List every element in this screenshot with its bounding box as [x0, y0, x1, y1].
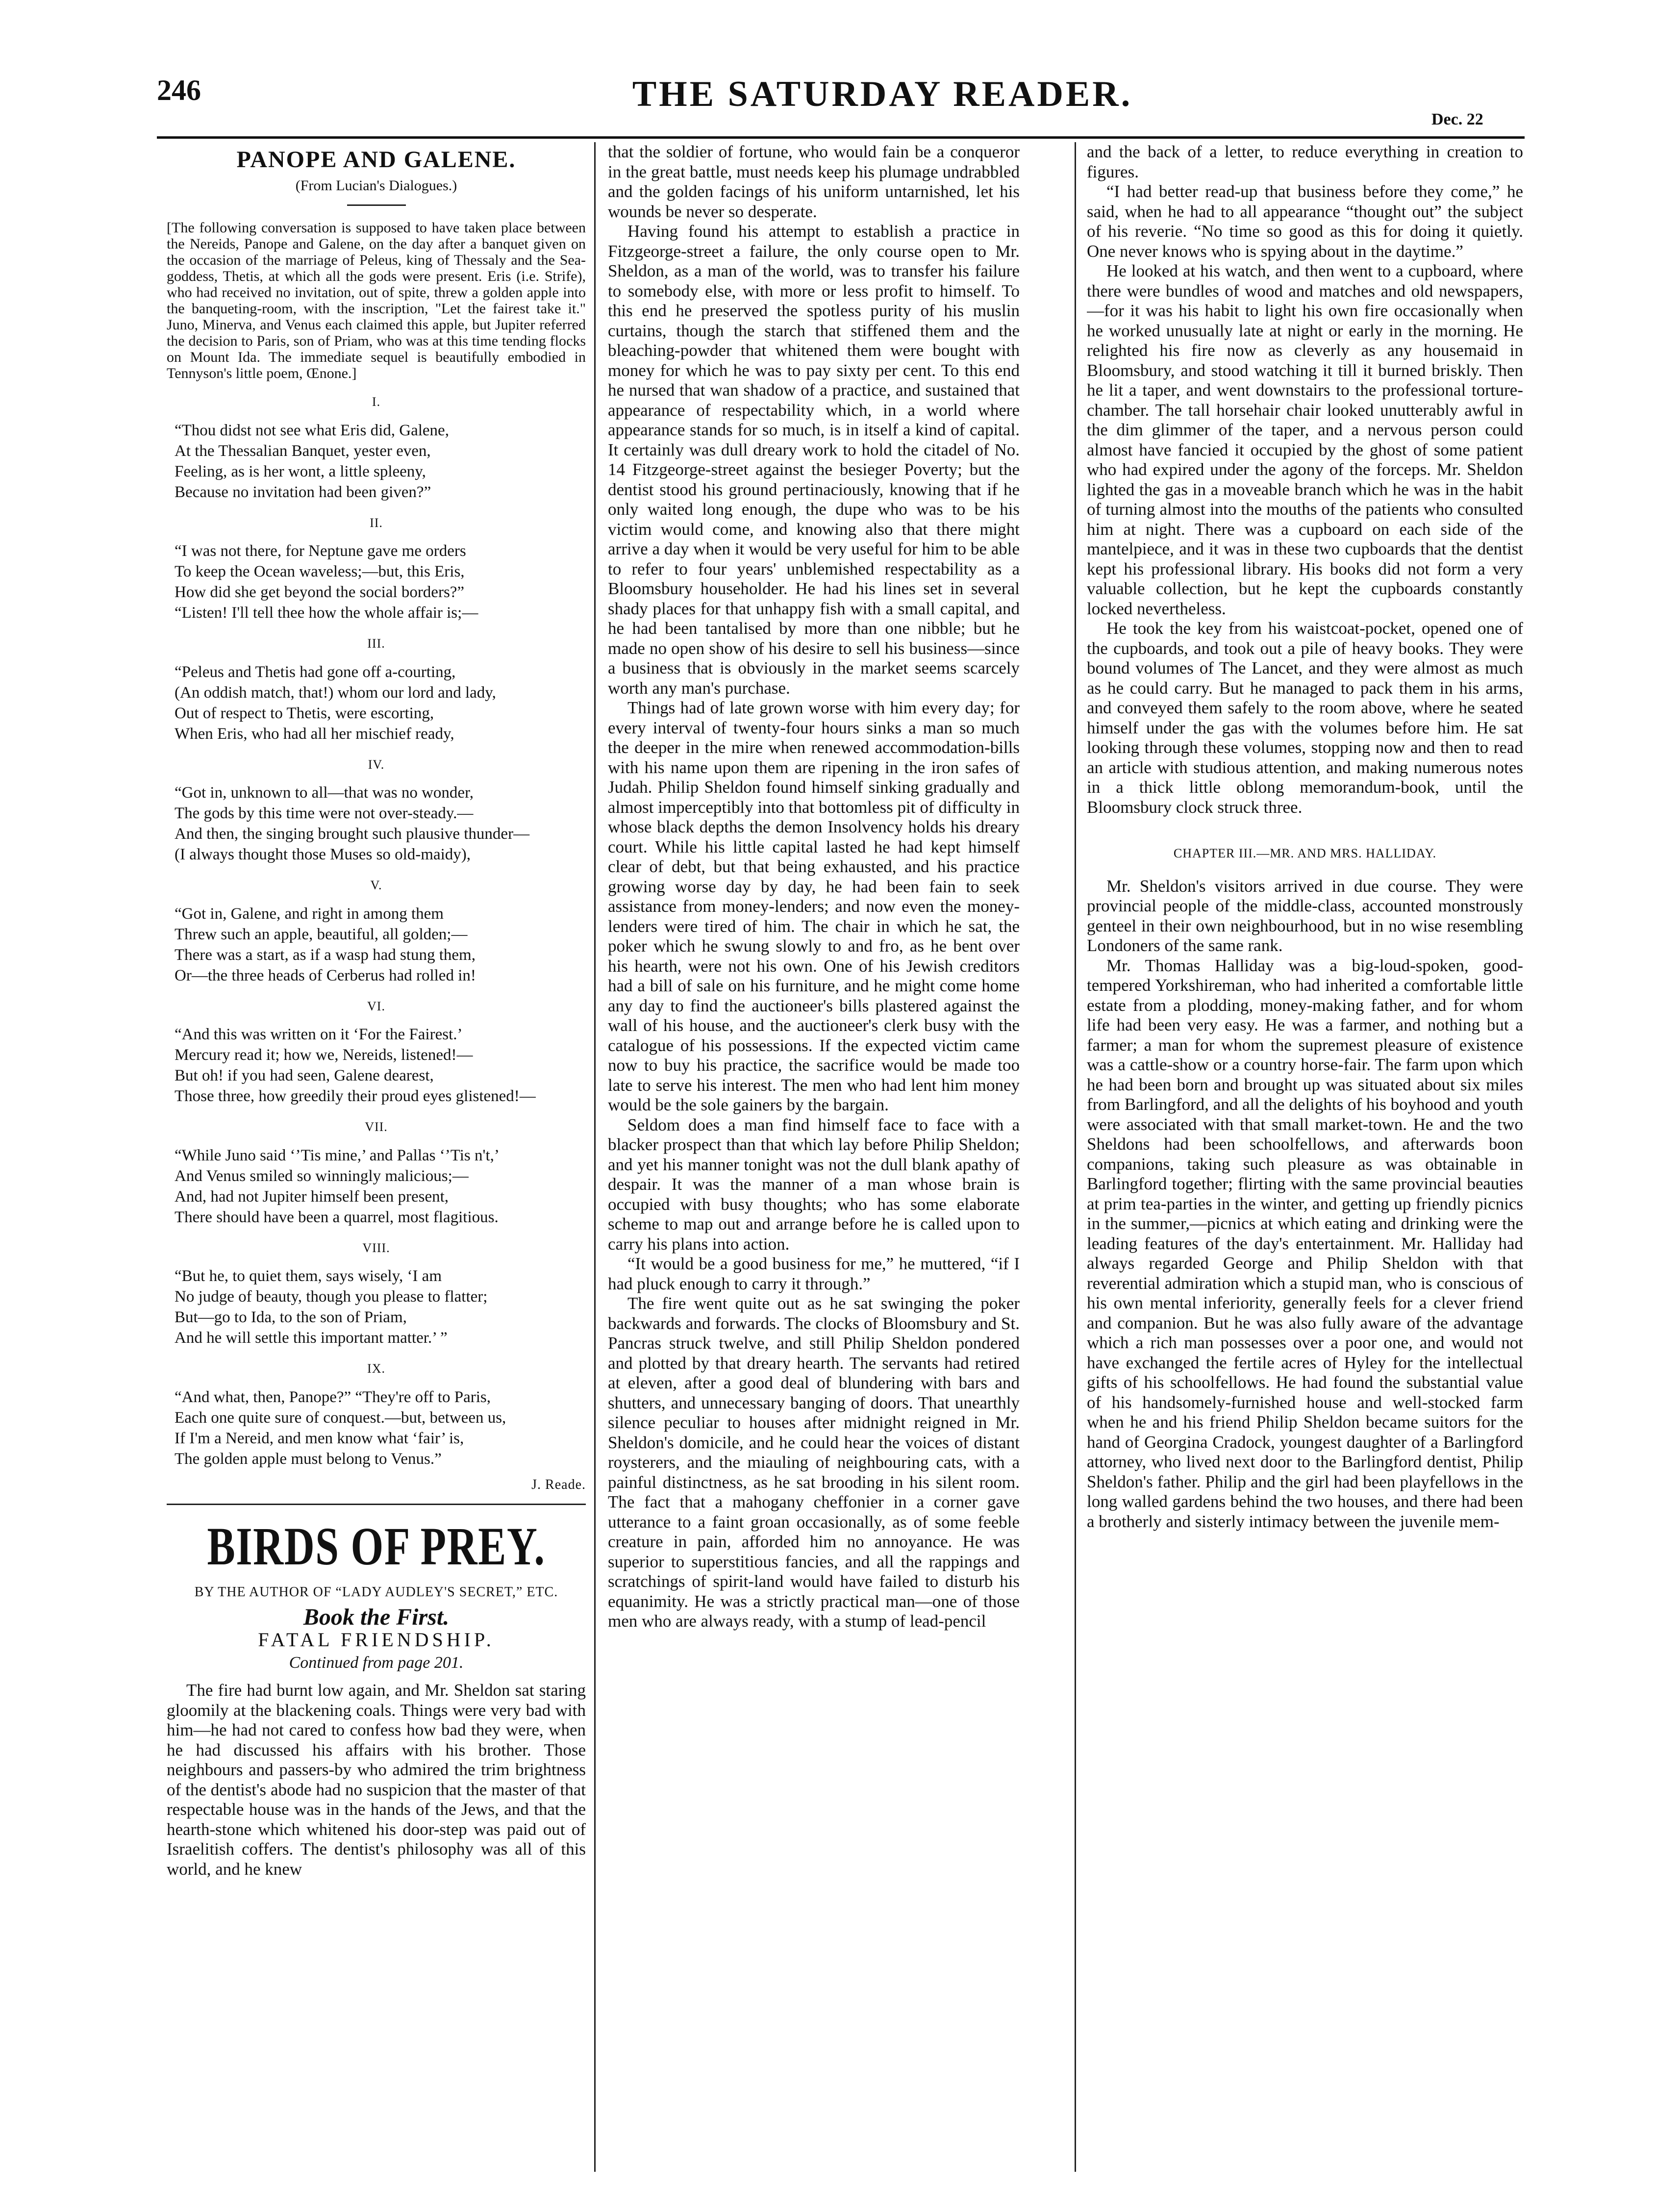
- stanza-line: (An oddish match, that!) whom our lord and lady,: [175, 683, 496, 702]
- stanza-line: And he will settle this important matter.’ ”: [175, 1329, 448, 1347]
- column-rule-1: [594, 142, 596, 2172]
- stanza-line: “While Juno said ‘’Tis mine,’ and Pallas ‘’Tis n't,’: [175, 1146, 500, 1164]
- stanza-line: “But he, to quiet them, says wisely, ‘I am: [175, 1267, 442, 1285]
- paragraph: “It would be a good business for me,” he muttered, “if I had pluck enough to carry it through.”: [608, 1254, 1020, 1293]
- part-heading: FATAL FRIENDSHIP.: [258, 1629, 495, 1651]
- poem-title: PANOPE AND GALENE.: [236, 147, 516, 173]
- paragraph: The fire went quite out as he sat swinging the poker backwards and forwards. The clocks of Bloomsbury and St. Pancras struck twelve, and still Philip Sheldon pondered and plotted by that dreary hearth. The servants had retired at eleven, after a good deal of blundering with bars and shutters, and unnecessary banging of doors. That unearthly silence peculiar to houses after midnight reigned in Mr. Sheldon's domicile, and he could hear the voices of distant roysterers, and the miauling of neighbouring cats, with a painful distinctness, as he sat brooding in his silent room. The fact that a mahogany cheffonier in a corner gave utterance to a faint groan occasionally, as of some feeble creature in pain, afforded him no annoyance. He was superior to superstitious fancies, and all the rappings and scratchings of spirit-land would have failed to disturb his equanimity. He was a strictly practical man—one of those men who are always ready, with a stump of lead-pencil: [608, 1294, 1020, 1631]
- stanza-line: If I'm a Nereid, and men know what ‘fair’ is,: [175, 1429, 464, 1447]
- stanza-line: But—go to Ida, to the son of Priam,: [175, 1308, 407, 1326]
- stanza-line: “I was not there, for Neptune gave me orders: [175, 542, 466, 560]
- continued-note: Continued from page 201.: [289, 1653, 464, 1672]
- stanza-line: “Got in, unknown to all—that was no wonder,: [175, 784, 474, 802]
- stanza-line: To keep the Ocean waveless;—but, this Eris,: [175, 563, 465, 580]
- stanza-number: VIII.: [362, 1240, 390, 1255]
- stanza-number: II.: [370, 515, 383, 530]
- stanza-line: There should have been a quarrel, most flagitious.: [175, 1208, 499, 1226]
- book-heading: Book the First.: [303, 1604, 450, 1630]
- stanza-number: VI.: [367, 999, 385, 1013]
- stanza-line: “Thou didst not see what Eris did, Galene,: [175, 421, 449, 439]
- column-3-paragraphs: [1087, 142, 1523, 817]
- paragraph: Mr. Thomas Halliday was a big-loud-spoken, good-tempered Yorkshireman, who had inherited a comfortable little estate from a plodding, money-making father, and for whom life had been very easy. He was a farmer, and nothing but a farmer; a man for whom the supremest pleasure of existence was a cattle-show or a country horse-fair. The farm upon which he had been born and brought up was situated about six miles from Barlingford, and all the delights of his boyhood and youth were associated with that small market-town. He and the two Sheldons had been schoolfellows, and afterwards boon companions, taking such pleasure as was obtainable in Barlingford together; flirting with the same provincial beauties at prim tea-parties in the winter, and getting up friendly picnics in the summer,—picnics at which eating and drinking were the leading features of the day's entertainment. Mr. Halliday had always regarded George and Philip Sheldon with that reverential admiration which a stupid man, who is conscious of his own mental inferiority, generally feels for a clever friend and companion. But he was also fully aware of the advantage which a rich man possesses over a poor one, and would not have exchanged the fertile acres of Hyley for the intellectual gifts of his schoolfellows. He had found the substantial value of his handsomely-furnished house and well-stocked farm when he and his friend Philip Sheldon became suitors for the hand of Georgina Cradock, youngest daughter of a Barlingford attorney, who lived next door to the Barlingford dentist, Philip Sheldon's father. Philip and the girl had been playfellows in the long walled gardens behind the two houses, and there had been a brotherly and sisterly intimacy between the juvenile mem-: [1087, 955, 1523, 1531]
- stanza: [167, 1387, 586, 1469]
- stanza-line: When Eris, who had all her mischief ready,: [175, 725, 454, 743]
- stanza: [167, 782, 586, 865]
- stanza-number: V.: [370, 878, 382, 892]
- column-3: [1087, 142, 1523, 2177]
- poem-intro: [The following conversation is supposed to have taken place between the Nereids, Panope and Galene, on the day after a banquet given on the occasion of the marriage of Peleus, king of Thessaly and the Sea-goddess, Thetis, at which all the gods were present. Eris (i.e. Strife), who had received no invitation, out of spite, threw a golden apple into the banqueting-room, with the inscription, "Let the fairest take it." Juno, Minerva, and Venus each claimed this apple, but Jupiter referred the decision to Paris, son of Priam, who was at this time tending flocks on Mount Ida. The immediate sequel is beautifully embodied in Tennyson's little poem, Œnone.]: [167, 220, 586, 381]
- stanza-line: “Got in, Galene, and right in among them: [175, 905, 444, 923]
- stanza-line: The gods by this time were not over-steady.—: [175, 804, 474, 822]
- story-title: BIRDS OF PREY.: [207, 1516, 546, 1576]
- stanza-line: Each one quite sure of conquest.—but, between us,: [175, 1408, 506, 1427]
- stanza-line: Because no invitation had been given?”: [175, 483, 431, 501]
- paragraph: He looked at his watch, and then went to a cupboard, where there were bundles of wood and matches and old newspapers,—for it was his habit to light his own fire occasionally when he worked unusually late at night or early in the morning. He relighted his fire now as cleverly as any housemaid in Bloomsbury, and stood watching it till it burned briskly. Then he lit a taper, and went downstairs to the professional torture-chamber. The tall horsehair chair looked unutterably awful in the dim glimmer of the taper, and a nervous person could almost have fancied it occupied by the ghost of some patient who had expired under the agony of the forceps. Mr. Sheldon lighted the gas in a moveable branch which he was in the habit of turning almost into the mouths of the patients who consulted him at night. There was a cupboard on each side of the mantelpiece, and it was in these two cupboards that the dentist kept his professional library. His books did not form a very valuable collection, but he kept the cupboards constantly locked nevertheless.: [1087, 261, 1523, 618]
- poem-source: (From Lucian's Dialogues.): [295, 177, 457, 194]
- paragraph: He took the key from his waistcoat-pocket, opened one of the cupboards, and took out a pile of heavy books. They were bound volumes of The Lancet, and they were almost as much as he could carry. But he managed to pack them in his arms, and conveyed them safely to the room above, where he seated himself under the gas with the volumes before him. He sat looking through these volumes, stopping now and then to read an article with studious attention, and making numerous notes in a thick little oblong memorandum-book, until the Bloomsbury clock struck three.: [1087, 619, 1523, 817]
- stanza-line: Threw such an apple, beautiful, all golden;—: [175, 925, 468, 943]
- stanza-line: No judge of beauty, though you please to flatter;: [175, 1288, 488, 1306]
- stanza-number: IV.: [368, 757, 385, 772]
- paragraph: The fire had burnt low again, and Mr. Sheldon sat staring gloomily at the blackening coals. Things were very bad with him—he had not cared to confess how bad they were, when he had discussed his affairs with his brother. Those neighbours and passers-by who admired the trim brightness of the dentist's abode had no suspicion that the master of that respectable house was in the hands of the Jews, and that the hearth-stone which whitened his door-step was paid out of Israelitish coffers. The dentist's philosophy was all of this world, and he knew: [167, 1681, 586, 1879]
- stanza-line: The golden apple must belong to Venus.”: [175, 1450, 442, 1468]
- stanza: [167, 420, 586, 503]
- short-rule: [347, 204, 406, 206]
- stanza-line: And then, the singing brought such plausive thunder—: [175, 825, 530, 843]
- stanza-number: I.: [372, 395, 381, 409]
- stanza-line: How did she get beyond the social borders?”: [175, 583, 465, 601]
- column-2-paragraphs: [608, 142, 1020, 1632]
- stanza-line: Out of respect to Thetis, were escorting,: [175, 704, 434, 722]
- stanza-line: But oh! if you had seen, Galene dearest,: [175, 1067, 434, 1084]
- stanza: [167, 541, 586, 623]
- stanza: [167, 1266, 586, 1348]
- column-2: [608, 142, 1020, 2177]
- column-1: [167, 142, 586, 2177]
- header-rule: [157, 136, 1525, 139]
- stanza: [167, 662, 586, 744]
- stanza-number: VII.: [365, 1120, 388, 1134]
- stanza-line: Or—the three heads of Cerberus had rolled in!: [175, 966, 476, 984]
- stanza-line: “Listen! I'll tell thee how the whole affair is;—: [175, 604, 478, 622]
- paragraph: “I had better read-up that business before they come,” he said, when he had to all appearance “thought out” the subject of his reverie. “No time so good as this for doing it quietly. One never knows who is spying about in the daytime.”: [1087, 182, 1523, 261]
- paragraph: Mr. Sheldon's visitors arrived in due course. They were provincial people of the middle-class, accounted monstrously genteel in their own neighbourhood, but in no wise resembling Londoners of the same rank.: [1087, 876, 1523, 955]
- stanza-line: Feeling, as is her wont, a little spleeny,: [175, 462, 426, 480]
- story-byline: BY THE AUTHOR OF “LADY AUDLEY'S SECRET,” ETC.: [194, 1584, 558, 1600]
- stanza-line: “And what, then, Panope?” “They're off to Paris,: [175, 1388, 491, 1406]
- stanza-line: Mercury read it; how we, Nereids, listened!—: [175, 1046, 473, 1064]
- chapter-3-paragraphs: [1087, 877, 1523, 1532]
- stanza-line: At the Thessalian Banquet, yester even,: [175, 442, 431, 460]
- stanza-number: IX.: [367, 1361, 385, 1376]
- stanza-number: III.: [367, 636, 385, 651]
- column-1-paragraphs: [167, 1681, 586, 1879]
- issue-date: Dec. 22: [1431, 110, 1483, 128]
- section-rule: [167, 1504, 586, 1505]
- poem-stanzas: [167, 392, 586, 1469]
- stanza-line: “And this was written on it ‘For the Fairest.’: [175, 1026, 463, 1043]
- stanza: [167, 1145, 586, 1228]
- stanza-line: Those three, how greedily their proud eyes glistened!—: [175, 1087, 536, 1105]
- masthead: THE SATURDAY READER.: [632, 74, 1133, 114]
- chapter-heading: CHAPTER III.—MR. AND MRS. HALLIDAY.: [1173, 846, 1437, 860]
- stanza: [167, 1024, 586, 1106]
- paragraph: Having found his attempt to establish a practice in Fitzgeorge-street a failure, the only course open to Mr. Sheldon, as a man of the world, was to transfer his failure to somebody else, with more or less profit to himself. To this end he preserved the spotless purity of his muslin curtains, though the starch that stiffened them and the bleaching-powder that whitened them were bought with money for which he was to pay sixty per cent. To this end he nursed that wan shadow of a practice, and sustained that appearance of respectability which, in a world where appearance stands for so much, is in itself a kind of capital. It certainly was dull dreary work to hold the citadel of No. 14 Fitzgeorge-street against the besieger Poverty; but the dentist stood his ground pertinaciously, knowing that if he only waited long enough, the dupe who was to be his victim would come, and knowing also that there might arrive a day when it would be very useful for him to be able to refer to four years' unblemished respectability as a Bloomsbury householder. He had his lines set in several shady places for that unhappy fish with a small capital, and he had been tantalised by more than one nibble; but he made no open show of his desire to sell his business—since a business that is obviously in the market seems scarcely worth any man's purchase.: [608, 222, 1020, 698]
- paragraph: Seldom does a man find himself face to face with a blacker prospect than that which lay before Philip Sheldon; and yet his manner tonight was not the dull blank apathy of despair. It was the manner of a man whose brain is occupied with busy thoughts; who has some elaborate scheme to map out and arrange before he is called upon to carry his plans into action.: [608, 1115, 1020, 1254]
- paragraph: that the soldier of fortune, who would fain be a conqueror in the great battle, must needs keep his plumage undrabbled and the golden facings of his uniform untarnished, let his wounds be never so desperate.: [608, 142, 1020, 221]
- stanza-line: (I always thought those Muses so old-maidy),: [175, 846, 471, 863]
- poem-signature: J. Reade.: [531, 1477, 586, 1492]
- stanza: [167, 904, 586, 986]
- stanza-line: And Venus smiled so winningly malicious;—: [175, 1167, 469, 1185]
- stanza-line: There was a start, as if a wasp had stung them,: [175, 946, 476, 964]
- paragraph: Things had of late grown worse with him every day; for every interval of twenty-four hours sinks a man so much the deeper in the mire when renewed accommodation-bills with his name upon them are ripening in the iron safes of Judah. Philip Sheldon found himself sinking gradually and almost imperceptibly into that bottomless pit of difficulty in whose black depths the demon Insolvency holds his dreary court. While his little capital lasted he had kept himself clear of debt, but that being exhausted, and his practice growing worse day by day, he had been fain to seek assistance from money-lenders; and now even the money-lenders were tired of him. The chair in which he sat, the poker which he swung slowly to and fro, as he bent over his hearth, were not his own. One of his Jewish creditors had a bill of sale on his furniture, and he might come home any day to find the auctioneer's bills plastered against the wall of his house, and the auctioneer's clerk busy with the catalogue of his possessions. If the expected victim came now to buy his practice, the sacrifice would be made too late to serve his interest. The men who had lent him money would be the sole gainers by the bargain.: [608, 698, 1020, 1114]
- stanza-line: “Peleus and Thetis had gone off a-courting,: [175, 663, 456, 681]
- column-rule-2: [1075, 142, 1076, 2172]
- page-number: 246: [157, 74, 201, 106]
- stanza-line: And, had not Jupiter himself been present,: [175, 1187, 449, 1206]
- paragraph: and the back of a letter, to reduce everything in creation to figures.: [1087, 142, 1523, 181]
